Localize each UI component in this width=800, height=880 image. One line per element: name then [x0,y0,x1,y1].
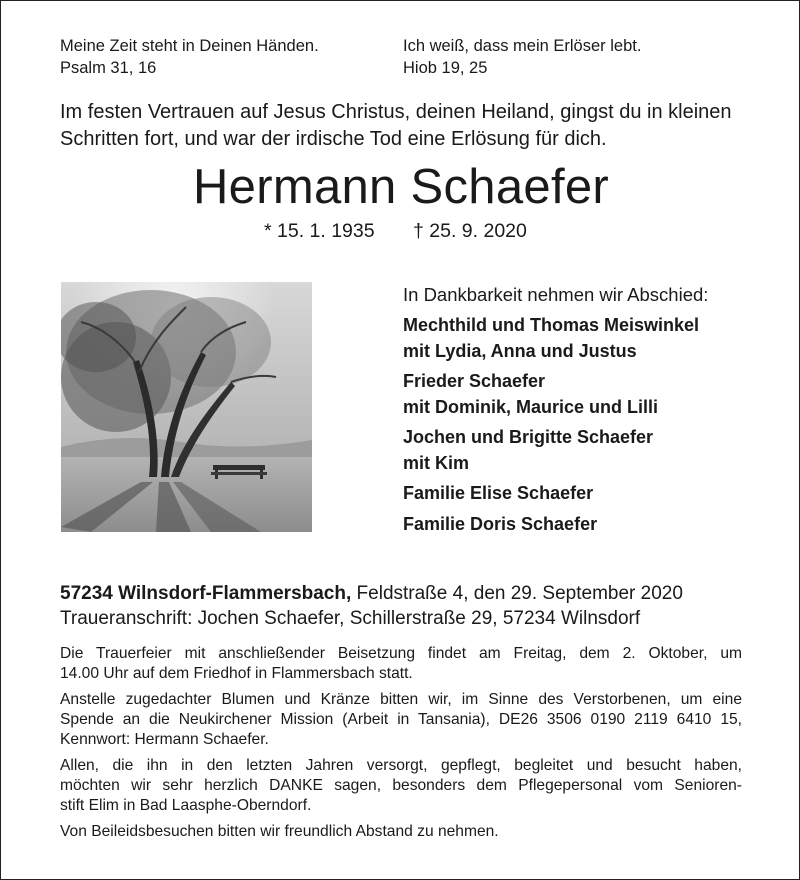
funeral-note [60,644,742,684]
note-line: Von Beileidsbesuchen bitten wir freundlich Abstand zu nehmen. [60,823,499,840]
verse-quote: Meine Zeit steht in Deinen Händen. [60,37,319,55]
verse-left [60,35,319,79]
note-line: 14.00 Uhr auf dem Friedhof in Flammersbach statt. [60,665,413,682]
note-line: Die Trauerfeier mit anschließender Beisetzung findet am Freitag, dem 2. Oktober, um [60,645,742,662]
family-line: mit Dominik, Maurice und Lilli [403,396,659,417]
place-name: 57234 Wilnsdorf-Flammersbach, [60,583,352,604]
note-line: Kennwort: Hermann Schaefer. [60,731,269,748]
deceased-name: Hermann Schaefer [192,160,610,214]
trees-bench-photo [61,282,312,532]
family-line: Mechthild und Thomas Meiswinkel [403,315,700,335]
note-line: Spende an die Neukirchener Mission (Arbeit in Tansania), DE26 3506 0190 2119 6410 15, [60,711,742,728]
notes-block [60,644,742,848]
verse-source: Hiob 19, 25 [403,59,488,77]
family-line: mit Lydia, Anna und Justus [403,340,637,361]
family-entry [403,313,783,364]
note-line: Anstelle zugedachter Blumen und Kränze bitten wir, im Sinne des Verstorbenen, um eine [60,691,742,708]
gratitude-note [60,756,742,816]
family-entry [403,512,783,538]
condolence-note [60,822,742,842]
mourners-block [403,282,783,537]
family-line: Familie Elise Schaefer [403,483,594,503]
verse-source: Psalm 31, 16 [60,59,157,77]
intro-text [60,99,750,153]
family-line: Frieder Schaefer [403,371,546,391]
donation-note [60,690,742,750]
verse-quote: Ich weiß, dass mein Erlöser lebt. [403,37,642,55]
family-entry [403,481,783,507]
intro-line: Im festen Vertrauen auf Jesus Christus, deinen Heiland, gingst du in kleinen [60,101,732,123]
note-line: möchten wir sehr herzlich DANKE sagen, besonders dem Pflegepersonal vom Senioren- [60,777,742,794]
family-line: Jochen und Brigitte Schaefer [403,427,654,447]
street-date: Feldstraße 4, den 29. September 2020 [351,583,683,604]
note-line: Allen, die ihn in den letzten Jahren versorgt, gepflegt, begleitet und besucht haben, [60,757,742,774]
family-entry [403,425,783,476]
birth-date: * 15. 1. 1935 [264,220,375,242]
family-line: mit Kim [403,452,470,473]
place-date-line [60,581,760,606]
memorial-photo [61,282,312,532]
death-date: † 25. 9. 2020 [413,220,527,242]
family-entry [403,369,783,420]
verse-right [403,35,641,79]
address-block [60,581,760,631]
intro-line: Schritten fort, und war der irdische Tod eine Erlösung für dich. [60,128,607,150]
mourners-lead: In Dankbarkeit nehmen wir Abschied: [403,284,709,305]
family-line: Familie Doris Schaefer [403,513,598,534]
note-line: stift Elim in Bad Laasphe-Oberndorf. [60,797,312,814]
mourning-address: Traueranschrift: Jochen Schaefer, Schillerstraße 29, 57234 Wilnsdorf [60,608,641,629]
